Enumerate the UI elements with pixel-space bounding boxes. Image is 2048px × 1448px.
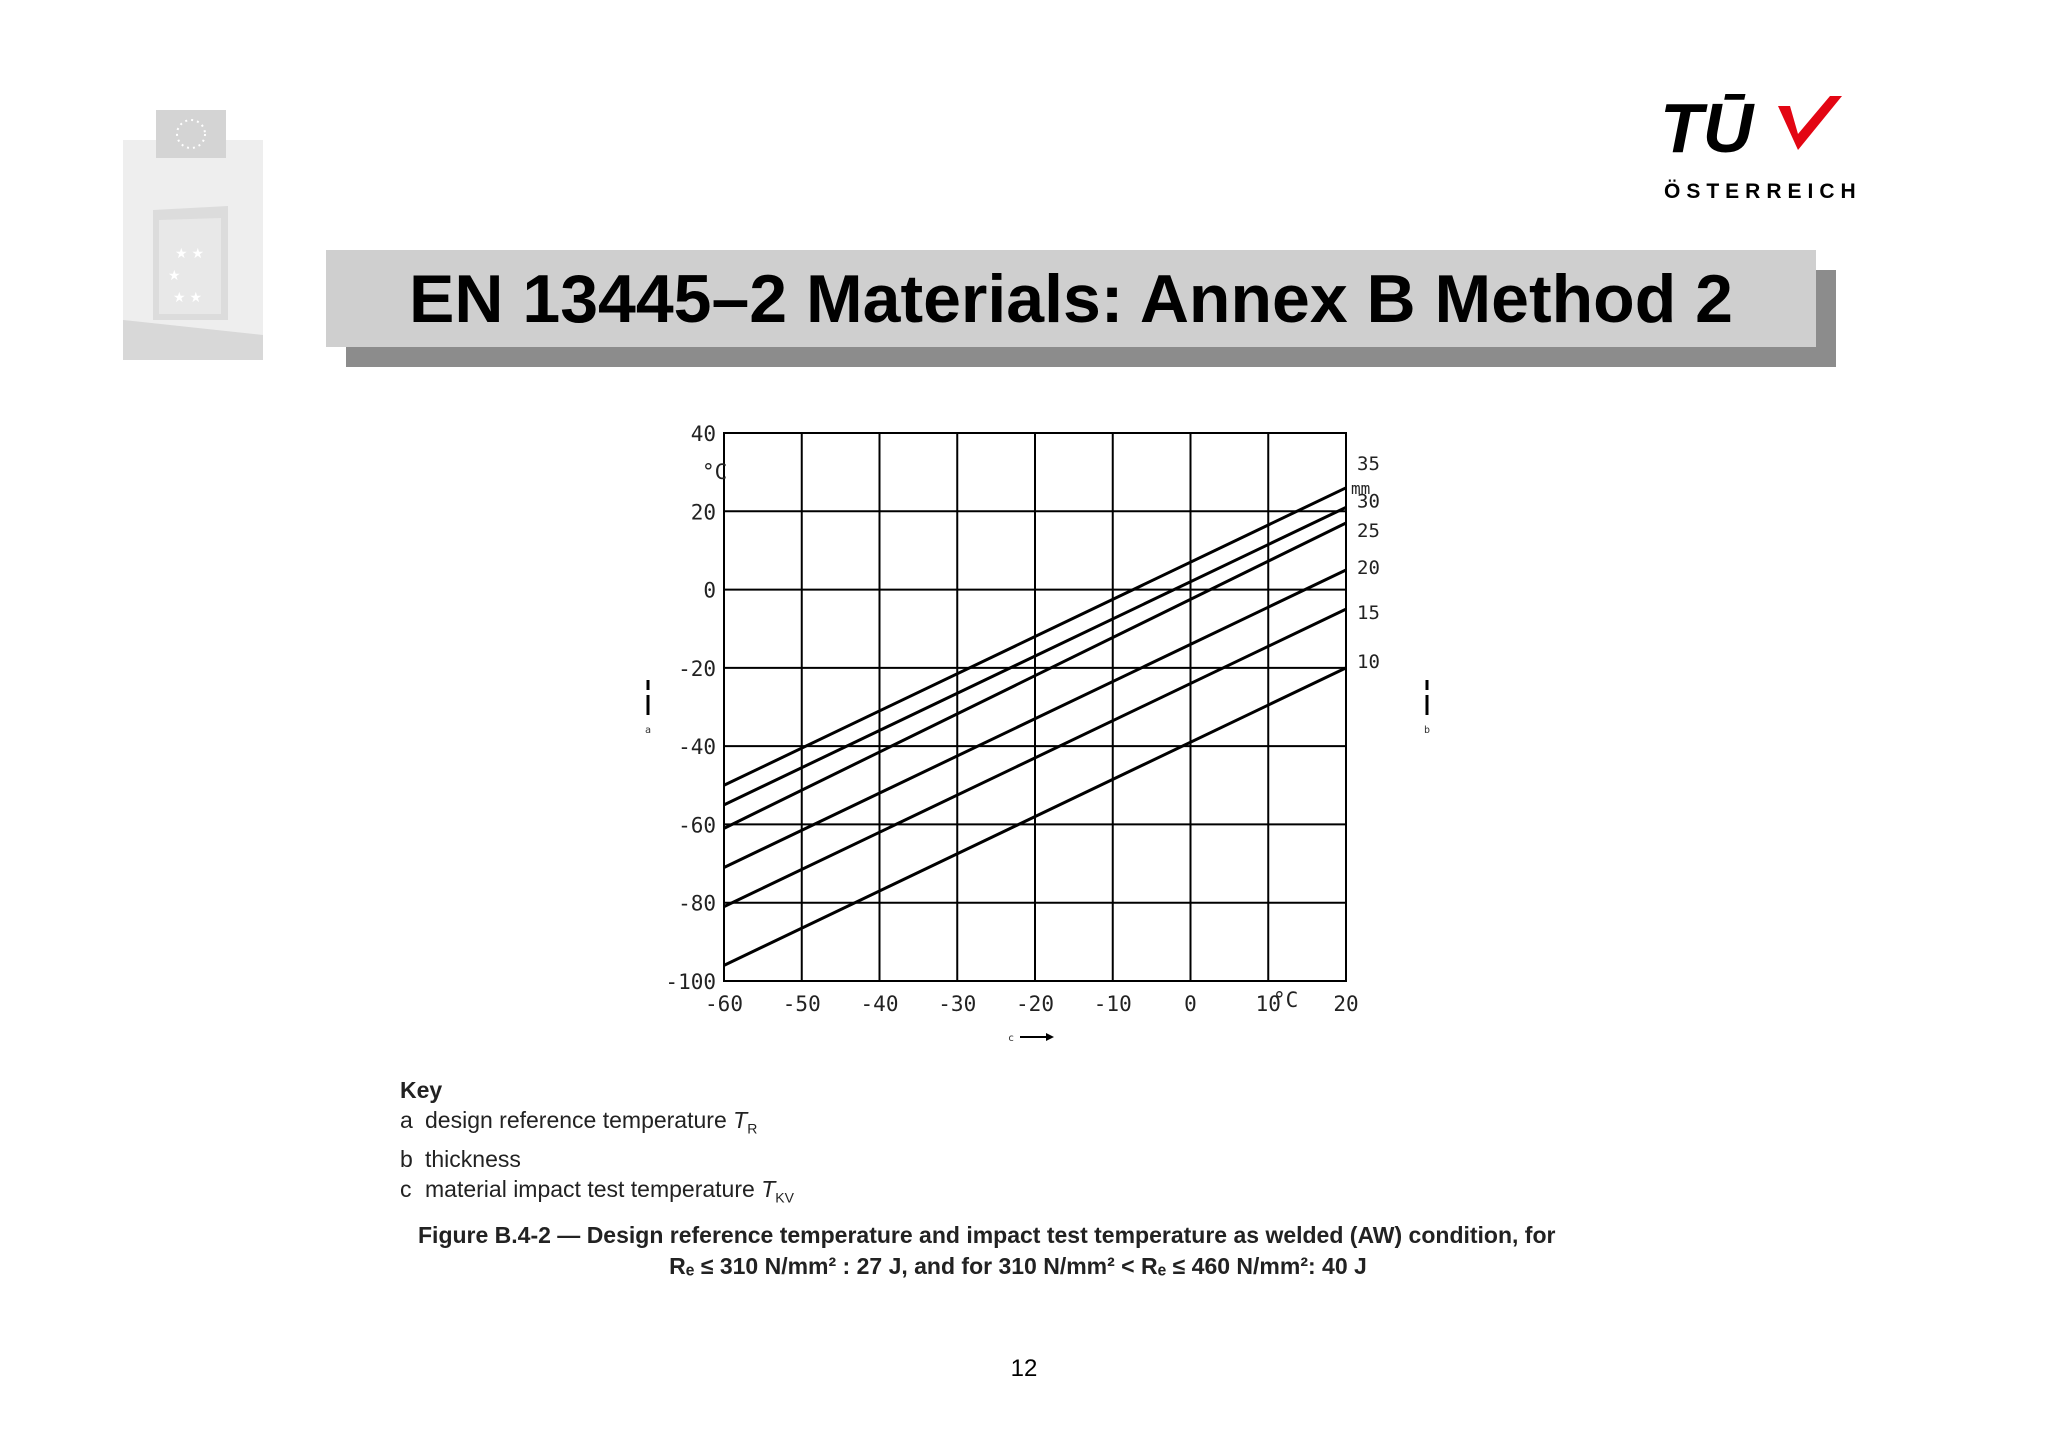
tuv-logo-icon	[1660, 92, 1880, 182]
y-unit-label: °C	[702, 460, 728, 484]
key-text: material impact test temperature	[425, 1175, 762, 1202]
key-letter: b	[400, 1145, 413, 1172]
series-label: 30	[1357, 490, 1380, 513]
key-title: Key	[400, 1077, 443, 1103]
key-item-a	[400, 1105, 794, 1144]
key-text: thickness	[425, 1145, 521, 1172]
tuv-subtitle: ÖSTERREICH	[1664, 180, 1862, 203]
x-tick-label: 10	[1255, 992, 1281, 1016]
figure-caption	[418, 1220, 1678, 1282]
x-tick-label: -30	[938, 992, 977, 1016]
y-tick-label: 20	[690, 500, 716, 525]
caption-line-2: Rₑ ≤ 310 N/mm² : 27 J, and for 310 N/mm² < Rₑ ≤ 460 N/mm²: 40 J	[669, 1253, 1367, 1279]
series-label: 15	[1357, 602, 1380, 625]
series-label: 35	[1357, 452, 1380, 475]
key-symbol: T	[733, 1107, 748, 1133]
key-subscript: KV	[775, 1189, 794, 1206]
x-tick-label: -60	[705, 992, 743, 1016]
x-axis-arrow	[1008, 1033, 1054, 1044]
x-tick-label: -20	[1016, 992, 1054, 1016]
y-axis-arrow	[645, 680, 651, 736]
right-axis-label: b	[1424, 725, 1430, 736]
tuv-austria-logo	[1660, 92, 1880, 207]
design-temperature-chart	[630, 415, 1430, 1055]
svg-text:TŪ: TŪ	[1660, 92, 1754, 167]
key-letter: a	[400, 1107, 413, 1133]
key-item-c	[400, 1174, 794, 1213]
x-unit-label: °C	[1273, 988, 1299, 1012]
key-item-b	[400, 1144, 794, 1174]
x-tick-label: -40	[860, 992, 899, 1016]
x-tick-label: -50	[782, 992, 821, 1016]
page-number: 12	[1010, 1355, 1038, 1382]
svg-text:★: ★	[168, 267, 181, 283]
svg-text:★ ★: ★ ★	[173, 289, 202, 305]
y-tick-label: -80	[678, 891, 716, 916]
series-label: 10	[1357, 650, 1380, 673]
y-tick-label: -20	[678, 656, 716, 681]
y-tick-label: 0	[703, 578, 716, 603]
chart-key	[400, 1075, 794, 1212]
key-symbol: T	[761, 1175, 776, 1202]
caption-line-1: Figure B.4-2 — Design reference temperature and impact test temperature as welded (AW) condition, for	[418, 1222, 1556, 1248]
x-tick-label: 0	[1184, 992, 1197, 1016]
svg-text:★ ★: ★ ★	[175, 245, 204, 261]
y-tick-label: -40	[678, 735, 716, 760]
y-axis-label: a	[645, 725, 652, 736]
chart-grid	[724, 433, 1346, 981]
right-axis-arrow	[1424, 680, 1430, 736]
x-tick-label: 20	[1333, 992, 1359, 1016]
thickness-unit-label: mm	[1351, 479, 1371, 498]
eu-commission-logo-icon	[123, 110, 263, 360]
key-text: design reference temperature	[425, 1107, 734, 1133]
x-tick-label: -10	[1093, 992, 1132, 1016]
title-banner	[326, 250, 1816, 347]
x-axis-label: c	[1008, 1033, 1015, 1044]
y-tick-label: -60	[678, 813, 716, 838]
key-letter: c	[400, 1175, 412, 1202]
key-subscript: R	[747, 1120, 758, 1137]
y-tick-label: 40	[690, 422, 716, 446]
series-label: 20	[1357, 557, 1380, 579]
series-label: 25	[1357, 520, 1380, 543]
page-title: EN 13445–2 Materials: Annex B Method 2	[409, 260, 1733, 337]
y-tick-label: -100	[665, 970, 716, 994]
